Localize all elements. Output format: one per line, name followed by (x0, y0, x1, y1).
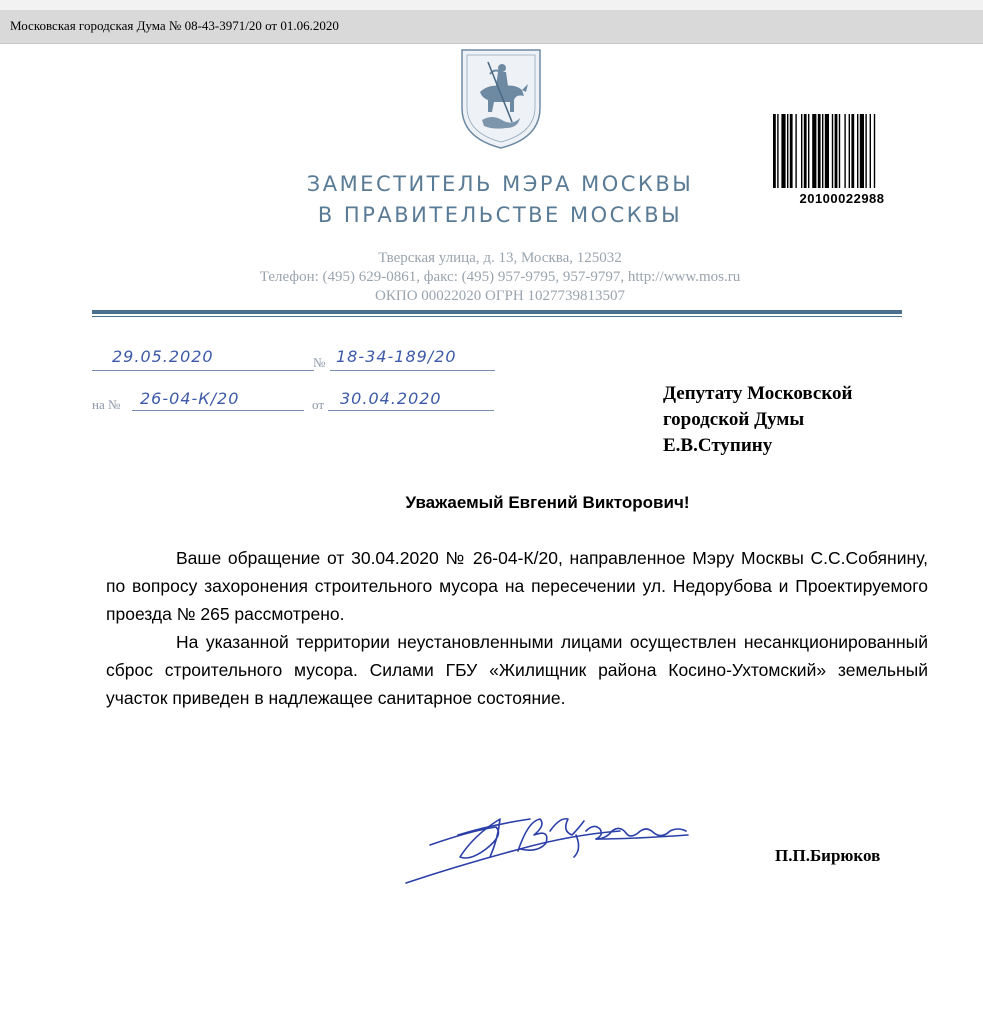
outgoing-number: 18-34-189/20 (336, 347, 457, 366)
handwritten-signature (400, 805, 700, 895)
moscow-coat-of-arms-icon (458, 46, 544, 150)
recipient-block (663, 381, 853, 459)
salutation-text: Уважаемый Евгений Викторович! (405, 493, 690, 512)
reference-date-line (328, 410, 494, 411)
reference-date-label: от (312, 397, 325, 412)
salutation (0, 493, 983, 513)
outgoing-number-label: № (313, 355, 326, 370)
reference-number: 26-04-К/20 (140, 389, 240, 408)
letterhead-divider-thin (92, 316, 902, 317)
letter-paragraph-2: На указанной территории неустановленными лицами осуществлен несанкционированный сброс строительного мусора. Силами ГБУ «Жилищник района Косино-Ухтомский» земельный участок приведен в надлежащее санитарное состояние. (106, 632, 928, 708)
reference-date: 30.04.2020 (340, 389, 442, 408)
top-strip (0, 0, 983, 10)
recipient-line1: Депутату Московской (663, 383, 853, 404)
organization-address: Тверская улица, д. 13, Москва, 125032 (378, 250, 622, 266)
letter-paragraph-1: Ваше обращение от 30.04.2020 № 26-04-К/20, направленное Мэру Москвы С.С.Собянину, по вопросу захоронения строительного мусора на пересечении ул. Недорубова и Проектируемого проезда № 265 рассмотрено. (106, 548, 928, 624)
outgoing-date: 29.05.2020 (112, 347, 214, 366)
outgoing-number-line (330, 370, 495, 371)
reference-number-label: на № (92, 397, 121, 412)
organization-title-line1: ЗАМЕСТИТЕЛЬ МЭРА МОСКВЫ (306, 172, 694, 196)
organization-contacts: Телефон: (495) 629-0861, факс: (495) 957-9795, 957-9797, http://www.mos.ru (259, 269, 741, 285)
barcode-number: 20100022988 (799, 191, 885, 206)
document-header-bar (0, 10, 983, 44)
reference-number-line (132, 410, 304, 411)
registration-stamp-text: Московская городская Дума № 08-43-3971/20 от 01.06.2020 (10, 18, 339, 33)
letterhead-divider-thick (92, 310, 902, 314)
recipient-line2: городской Думы (663, 409, 805, 430)
letter-body (106, 544, 928, 712)
signer-name: П.П.Бирюков (775, 846, 881, 865)
organization-codes: ОКПО 00022020 ОГРН 1027739813507 (375, 288, 625, 304)
outgoing-date-line (92, 370, 314, 371)
recipient-line3: Е.В.Ступину (663, 435, 773, 456)
organization-title-line2: В ПРАВИТЕЛЬСТВЕ МОСКВЫ (317, 203, 683, 227)
